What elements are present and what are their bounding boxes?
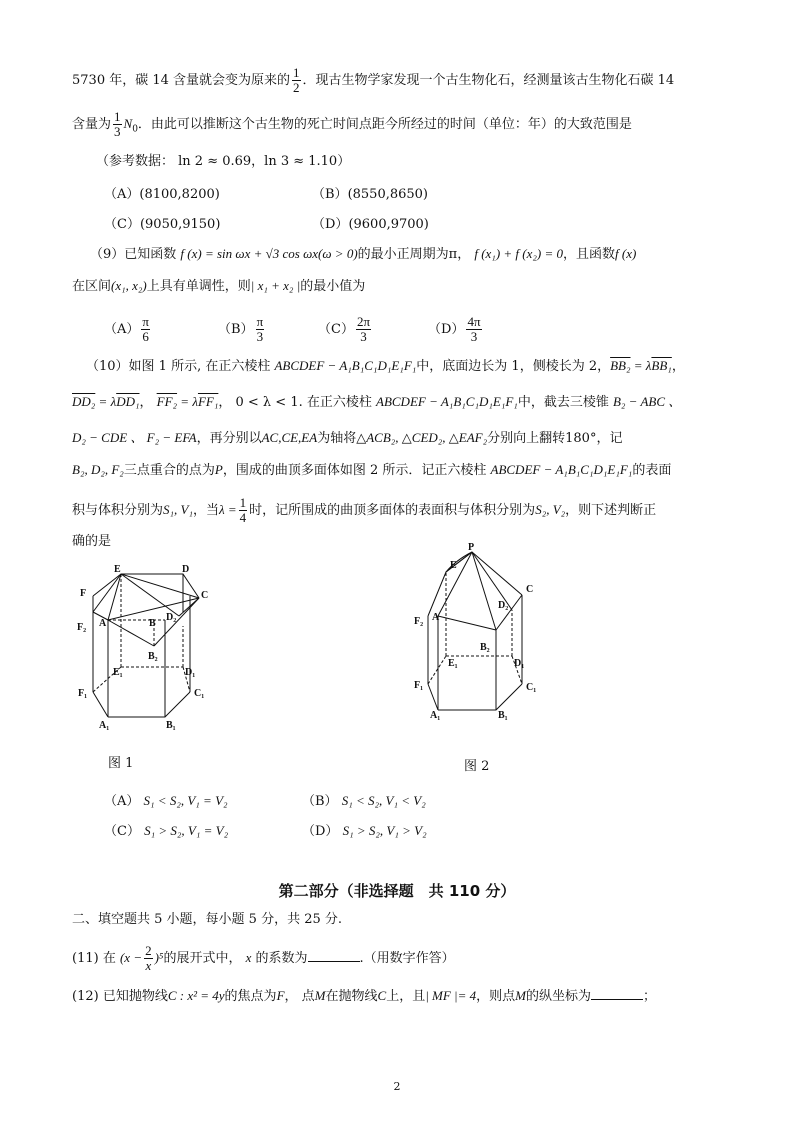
part2-title: 第二部分（非选择题 共 110 分） <box>278 882 516 900</box>
fig1-label: E₁ <box>113 667 123 678</box>
page-number: 2 <box>393 1080 401 1093</box>
figure-2-curved-polyhedron <box>412 540 552 720</box>
fig2-label: C₁ <box>526 682 537 693</box>
fig2-label: B₂ <box>480 642 490 653</box>
fig2-label: P <box>468 542 475 553</box>
fig1-label: F₁ <box>78 688 88 699</box>
q12-answer-blank[interactable] <box>591 987 643 1000</box>
fraction-third: $\frac{1}{3}$ <box>114 109 121 139</box>
q8-option-c[interactable]: （C）(9050,9150) <box>104 217 221 232</box>
q9-line-2: 在区间(x₁, x₂)上具有单调性，则| x₁ + x₂ |的最小值为 <box>72 278 366 294</box>
q10-option-d[interactable]: （D） S₁ > S₂, V₁ > V₂ <box>302 823 427 839</box>
fig2-label: E₁ <box>448 658 458 669</box>
fig1-label: A₁ <box>99 720 110 731</box>
part2-intro: 二、填空题共 5 小题，每小题 5 分，共 25 分. <box>72 912 343 927</box>
q10-option-b[interactable]: （B） S₁ < S₂, V₁ < V₂ <box>302 793 426 809</box>
fig1-label: F₂ <box>77 622 87 633</box>
q9-line-1: （9）已知函数 f (x) = sin ωx + √3 cos ωx(ω > 0)的最小正周期为π， f (x₁) + f (x₂) = 0，且函数f (x) <box>90 246 637 262</box>
q8-reference: （参考数据： ln 2 ≈ 0.69，ln 3 ≈ 1.10） <box>96 154 351 169</box>
fig2-label: D₁ <box>514 658 525 669</box>
fig2-label: B₁ <box>498 710 508 720</box>
q8-option-b[interactable]: （B）(8550,8650) <box>312 187 429 202</box>
q12-line: (12) 已知抛物线C : x² = 4y的焦点为F， 点M在抛物线C上，且| MF |= 4，则点M的纵坐标为 ； <box>72 988 657 1004</box>
q10-option-a[interactable]: （A） S₁ < S₂, V₁ = V₂ <box>104 793 228 809</box>
q9-option-a[interactable]: （A） $\frac{\pi}{6}$ <box>104 314 149 344</box>
fig1-label: D₁ <box>185 667 196 678</box>
q9-option-b[interactable]: （B） $\frac{\pi}{3}$ <box>218 314 264 344</box>
fig1-label: A <box>99 618 107 629</box>
q8-option-d[interactable]: （D）(9600,9700) <box>312 217 429 232</box>
figure-1-caption: 图 1 <box>108 756 134 771</box>
q11-line: (11) 在 (x − $\frac{2}{x}$ )⁵的展开式中， x 的系数为 .（用数字作答） <box>72 943 455 973</box>
fig2-label: C <box>526 584 534 595</box>
fraction-half: $\frac{1}{2}$ <box>293 65 300 95</box>
q10-line-6: 确的是 <box>72 534 112 549</box>
fig2-label: F₁ <box>414 680 424 691</box>
fig1-label: D₂ <box>166 612 177 623</box>
q8-option-a[interactable]: （A）(8100,8200) <box>104 187 220 202</box>
q11-answer-blank[interactable] <box>308 949 360 962</box>
figure-1-hexagonal-prism <box>74 560 224 735</box>
fig1-label: F <box>80 588 87 599</box>
q10-line-5: 积与体积分别为S₁, V₁，当λ = $\frac{1}{4}$ 时，记所围成的曲顶多面体的表面积与体积分别为S₂, V₂，则下述判断正 <box>72 495 657 525</box>
fig1-label: D <box>182 564 190 575</box>
q9-option-d[interactable]: （D） $\frac{4\pi}{3}$ <box>428 314 481 344</box>
fig2-label: D₂ <box>498 600 509 611</box>
q10-line-3: D₂ − CDE 、 F₂ − EFA，再分别以AC,CE,EA为轴将△ACB₂, △CED₂, △EAF₂分别向上翻转180°，记 <box>72 430 623 446</box>
fig1-label: B₁ <box>166 720 176 731</box>
q8-line-2: 含量为 $\frac{1}{3}$ $N_0$．由此可以推断这个古生物的死亡时间点距今所经过的时间（单位：年）的大致范围是 <box>72 109 632 139</box>
q10-option-c[interactable]: （C） S₁ > S₂, V₁ = V₂ <box>104 823 229 839</box>
q8-line-1: 5730 年，碳 14 含量就会变为原来的 $\frac{1}{2}$ ．现古生物学家发现一个古生物化石，经测量该古生物化石碳 14 <box>72 65 675 95</box>
fig2-label: E <box>450 560 457 571</box>
fig1-label: B <box>149 618 156 629</box>
q10-line-4: B₂, D₂, F₂三点重合的点为P，围成的曲顶多面体如图 2 所示．记正六棱柱 ABCDEF − A₁B₁C₁D₁E₁F₁的表面 <box>72 462 672 478</box>
fig1-label: E <box>114 564 121 575</box>
fig1-label: C₁ <box>194 688 205 699</box>
fig1-label: C <box>201 590 209 601</box>
fig2-label: A₁ <box>430 710 441 720</box>
q10-line-1: （10）如图 1 所示, 在正六棱柱 ABCDEF − A₁B₁C₁D₁E₁F₁中，底面边长为 1，侧棱长为 2，BB₂ = λBB₁， <box>86 358 685 374</box>
fig2-label: F₂ <box>414 616 424 627</box>
fig2-label: A <box>432 612 440 623</box>
figure-2-caption: 图 2 <box>464 759 490 774</box>
q10-line-2: DD₂ = λDD₁， FF₂ = λFF₁， 0 < λ < 1. 在正六棱柱 ABCDEF − A₁B₁C₁D₁E₁F₁中，截去三棱锥 B₂ − ABC 、 <box>72 394 682 410</box>
q9-option-c[interactable]: （C） $\frac{2\pi}{3}$ <box>318 314 371 344</box>
fig1-label: B₂ <box>148 651 158 662</box>
